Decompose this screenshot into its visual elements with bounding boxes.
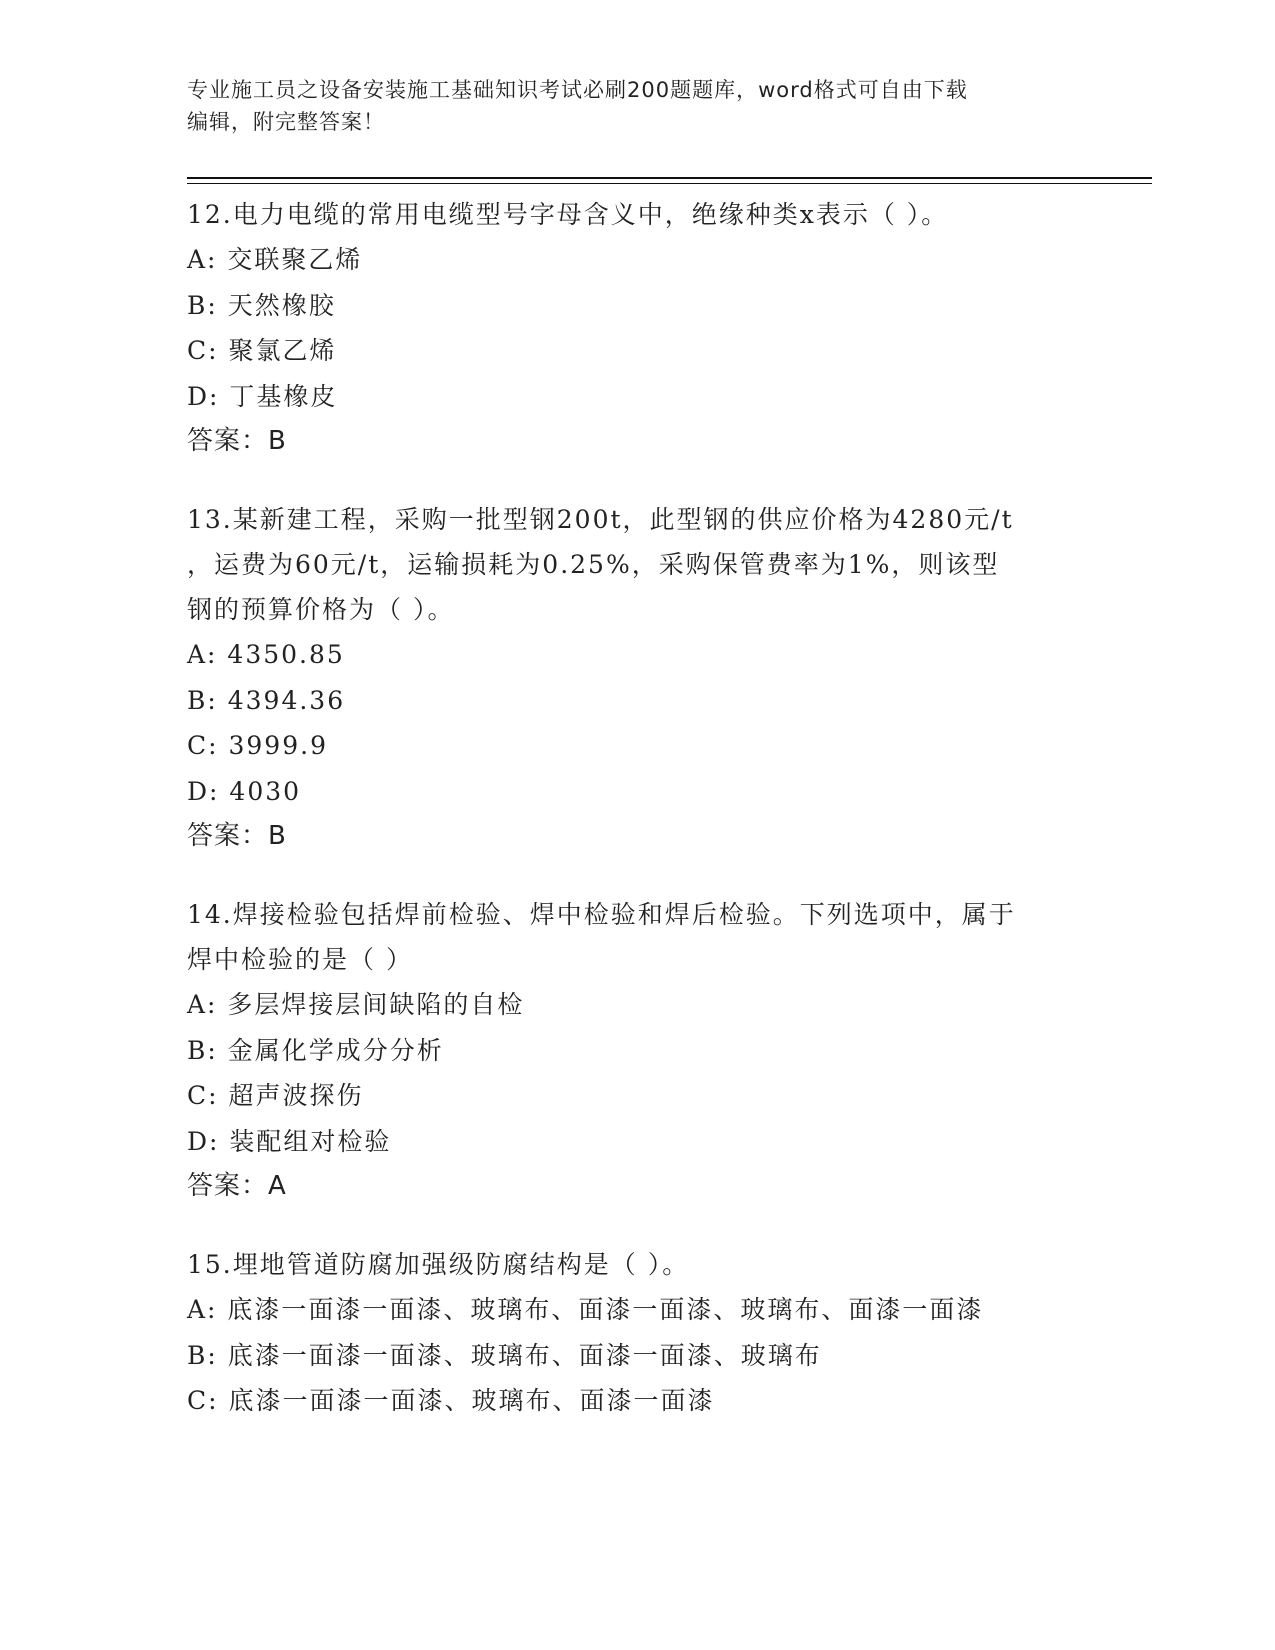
option-a: A: 多层焊接层间缺陷的自检 [187, 990, 525, 1019]
header-divider-thin [187, 183, 1152, 184]
document-header [187, 74, 1067, 138]
question-stem-line-2: 焊中检验的是（ ） [187, 945, 413, 974]
option-a: A: 底漆一面漆一面漆、玻璃布、面漆一面漆、玻璃布、面漆一面漆 [187, 1295, 984, 1324]
question-stem-line-1: 14.焊接检验包括焊前检验、焊中检验和焊后检验。下列选项中，属于 [187, 900, 1016, 929]
question-stem-line-2: ，运费为60元/t，运输损耗为0.25%，采购保管费率为1%，则该型 [187, 550, 1000, 579]
option-b: B: 底漆一面漆一面漆、玻璃布、面漆一面漆、玻璃布 [187, 1340, 822, 1370]
option-b: B: 金属化学成分分析 [187, 1035, 444, 1065]
header-title-line-2: 编辑，附完整答案！ [187, 110, 385, 134]
option-b: B: 4394.36 [187, 685, 346, 715]
question-stem-line-3: 钢的预算价格为（ ）。 [187, 595, 455, 624]
option-d: D: 4030 [187, 776, 302, 806]
option-b: B: 天然橡胶 [187, 290, 336, 320]
header-divider-thick [187, 177, 1152, 179]
option-d: D: 丁基橡皮 [187, 381, 338, 411]
question-12 [187, 192, 1087, 464]
question-stem: 12.电力电缆的常用电缆型号字母含义中，绝缘种类x表示（ ）。 [187, 200, 949, 229]
question-15 [187, 1242, 1087, 1424]
question-stem: 15.埋地管道防腐加强级防腐结构是（ ）。 [187, 1250, 690, 1279]
question-13 [187, 497, 1087, 859]
option-c: C: 3999.9 [187, 731, 328, 760]
question-list [187, 192, 1087, 1457]
option-c: C: 底漆一面漆一面漆、玻璃布、面漆一面漆 [187, 1386, 715, 1415]
answer: 答案：B [187, 426, 287, 456]
header-title-line-1: 专业施工员之设备安装施工基础知识考试必刷200题题库，word格式可自由下载 [187, 78, 968, 102]
option-a: A: 4350.85 [187, 640, 345, 669]
question-14 [187, 892, 1087, 1209]
answer: 答案：B [187, 821, 287, 851]
option-c: C: 聚氯乙烯 [187, 336, 337, 365]
question-stem-line-1: 13.某新建工程，采购一批型钢200t，此型钢的供应价格为4280元/t [187, 505, 1014, 534]
option-a: A: 交联聚乙烯 [187, 245, 363, 274]
option-c: C: 超声波探伤 [187, 1081, 364, 1110]
option-d: D: 装配组对检验 [187, 1126, 392, 1156]
answer: 答案：A [187, 1171, 287, 1201]
